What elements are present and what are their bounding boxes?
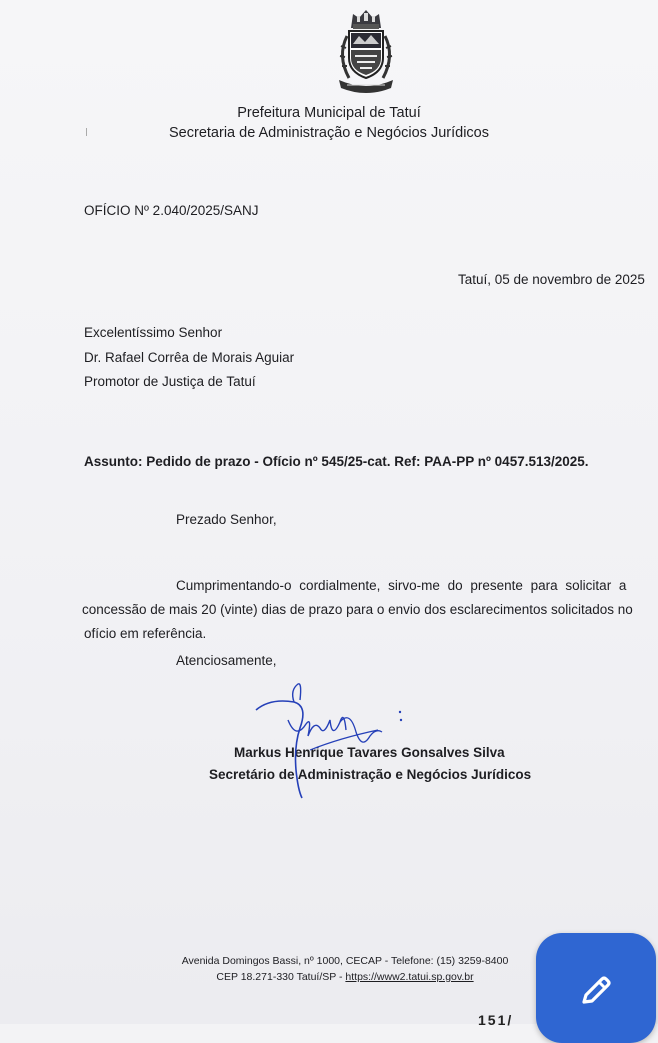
page-indicator: 151/ <box>478 1012 514 1028</box>
margin-mark <box>86 128 87 136</box>
body-line: ofício em referência. <box>84 626 207 641</box>
organization-department: Secretaria de Administração e Negócios Jurídicos <box>169 125 489 141</box>
letter-subject: Assunto: Pedido de prazo - Ofício nº 545/25-cat. Ref: PAA-PP nº 0457.513/2025. <box>84 454 589 469</box>
signer-title: Secretário de Administração e Negócios Jurídicos <box>209 767 532 782</box>
pencil-icon <box>576 971 616 1011</box>
letter-closing: Atenciosamente, <box>176 653 277 668</box>
body-line: Cumprimentando-o cordialmente, sirvo-me do presente para solicitar a <box>176 578 627 593</box>
recipient-line: Promotor de Justiça de Tatuí <box>84 374 256 389</box>
recipient-line: Excelentíssimo Senhor <box>84 325 223 340</box>
organization-name: Prefeitura Municipal de Tatuí <box>237 105 421 121</box>
body-line: concessão de mais 20 (vinte) dias de prazo para o envio dos esclarecimentos solicitados no <box>82 602 633 617</box>
footer-website-link[interactable]: https://www2.tatui.sp.gov.br <box>345 971 474 983</box>
edit-button[interactable] <box>536 933 656 1043</box>
footer-cep: CEP 18.271-330 Tatuí/SP - <box>216 971 346 983</box>
letter-body <box>84 574 658 646</box>
letter-date: Tatuí, 05 de novembro de 2025 <box>458 272 645 287</box>
footer-address: Avenida Domingos Bassi, nº 1000, CECAP - Telefone: (15) 3259-8400 <box>181 955 509 967</box>
letter-reference-number: OFÍCIO Nº 2.040/2025/SANJ <box>84 203 259 218</box>
recipient-block <box>84 321 294 395</box>
recipient-line: Dr. Rafael Corrêa de Morais Aguiar <box>84 349 295 365</box>
letter-greeting: Prezado Senhor, <box>176 512 277 527</box>
coat-of-arms-icon <box>331 6 401 94</box>
handwritten-signature <box>250 680 410 800</box>
signer-name: Markus Henrique Tavares Gonsalves Silva <box>234 745 505 760</box>
